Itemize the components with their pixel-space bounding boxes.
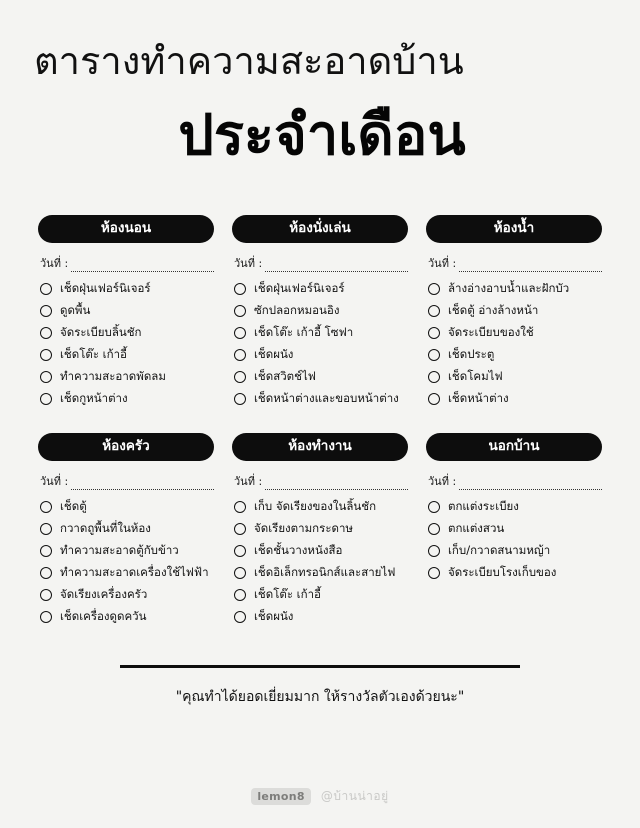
date-dotted-line[interactable]	[71, 480, 214, 490]
task-label: ดูดพื้น	[60, 302, 91, 317]
list-item[interactable]	[38, 565, 214, 580]
date-dotted-line[interactable]	[265, 480, 408, 490]
title-line-2: ประจำเดือน	[178, 102, 466, 168]
checkbox-icon[interactable]	[428, 393, 440, 405]
footer-quote: "คุณทำได้ยอดเยี่ยมมาก ให้รางวัลตัวเองด้วยนะ"	[175, 688, 465, 705]
list-item[interactable]	[232, 609, 408, 624]
list-item[interactable]	[426, 543, 602, 558]
list-item[interactable]	[232, 347, 408, 362]
section-title: ห้องน้ำ	[426, 215, 602, 243]
task-label: ทำความสะอาดพัดลม	[60, 368, 166, 383]
checkbox-icon[interactable]	[40, 305, 52, 317]
checkbox-icon[interactable]	[40, 349, 52, 361]
checkbox-icon[interactable]	[234, 371, 246, 383]
section-title: นอกบ้าน	[426, 433, 602, 461]
task-label: ตกแต่งระเบียง	[448, 498, 519, 513]
task-label: จัดเรียงตามกระดาษ	[254, 520, 353, 535]
date-field[interactable]	[426, 472, 602, 490]
list-item[interactable]	[426, 281, 602, 296]
list-item[interactable]	[232, 565, 408, 580]
section-title: ห้องทำงาน	[232, 433, 408, 461]
section-title: ห้องครัว	[38, 433, 214, 461]
task-label: เช็ดผนัง	[254, 608, 294, 623]
task-list	[232, 499, 408, 631]
list-item[interactable]	[232, 499, 408, 514]
section-card-bedroom	[38, 215, 214, 413]
list-item[interactable]	[426, 347, 602, 362]
task-label: เช็ดโต๊ะ เก้าอี้	[60, 346, 127, 361]
list-item[interactable]	[38, 281, 214, 296]
date-field[interactable]	[426, 254, 602, 272]
page-title	[30, 40, 610, 169]
date-label: วันที่ :	[234, 256, 263, 270]
checkbox-icon[interactable]	[234, 349, 246, 361]
task-label: เก็บ จัดเรียงของในลิ้นชัก	[254, 498, 377, 513]
task-label: จัดระเบียบโรงเก็บของ	[448, 564, 557, 579]
checkbox-icon[interactable]	[234, 589, 246, 601]
task-label: เช็ดตู้	[60, 498, 87, 513]
checkbox-icon[interactable]	[40, 371, 52, 383]
list-item[interactable]	[38, 391, 214, 406]
task-label: เช็ดโคมไฟ	[448, 368, 503, 383]
checkbox-icon[interactable]	[428, 567, 440, 579]
task-list	[426, 281, 602, 413]
section-card-bathroom	[426, 215, 602, 413]
task-label: เช็ดหน้าต่าง	[448, 390, 509, 405]
date-field[interactable]	[38, 254, 214, 272]
section-card-office	[232, 433, 408, 631]
list-item[interactable]	[38, 369, 214, 384]
task-list	[38, 499, 214, 631]
checkbox-icon[interactable]	[428, 371, 440, 383]
checkbox-icon[interactable]	[40, 501, 52, 513]
date-field[interactable]	[38, 472, 214, 490]
task-label: กวาดถูพื้นที่ในห้อง	[60, 520, 151, 535]
task-label: เช็ดฝุ่นเฟอร์นิเจอร์	[60, 280, 151, 295]
date-label: วันที่ :	[40, 474, 69, 488]
title-line-1: ตารางทำความสะอาดบ้าน	[34, 39, 464, 83]
date-dotted-line[interactable]	[459, 262, 602, 272]
list-item[interactable]	[38, 543, 214, 558]
checkbox-icon[interactable]	[40, 393, 52, 405]
task-label: ทำความสะอาดเครื่องใช้ไฟฟ้า	[60, 564, 209, 579]
date-label: วันที่ :	[428, 474, 457, 488]
list-item[interactable]	[38, 521, 214, 536]
list-item[interactable]	[38, 325, 214, 340]
list-item[interactable]	[38, 499, 214, 514]
list-item[interactable]	[232, 521, 408, 536]
checkbox-icon[interactable]	[234, 327, 246, 339]
brand-watermark	[0, 787, 640, 806]
list-item[interactable]	[232, 587, 408, 602]
section-card-outdoor	[426, 433, 602, 631]
list-item[interactable]	[232, 303, 408, 318]
list-item[interactable]	[232, 391, 408, 406]
task-label: ทำความสะอาดตู้กับข้าว	[60, 542, 179, 557]
task-label: เช็ดชั้นวางหนังสือ	[254, 542, 343, 557]
checkbox-icon[interactable]	[40, 589, 52, 601]
sections-grid	[30, 215, 610, 631]
task-label: เช็ดประตู	[448, 346, 495, 361]
section-title: ห้องนั่งเล่น	[232, 215, 408, 243]
task-label: เช็ดฝุ่นเฟอร์นิเจอร์	[254, 280, 345, 295]
checkbox-icon[interactable]	[428, 305, 440, 317]
list-item[interactable]	[232, 543, 408, 558]
checkbox-icon[interactable]	[40, 567, 52, 579]
section-title: ห้องนอน	[38, 215, 214, 243]
task-label: ล้างอ่างอาบน้ำและฝักบัว	[448, 280, 570, 295]
task-label: เช็ดโต๊ะ เก้าอี้ โซฟา	[254, 324, 354, 339]
checkbox-icon[interactable]	[234, 523, 246, 535]
date-label: วันที่ :	[234, 474, 263, 488]
list-item[interactable]	[38, 587, 214, 602]
checkbox-icon[interactable]	[234, 545, 246, 557]
task-label: เช็ดตู้ อ่างล้างหน้า	[448, 302, 539, 317]
list-item[interactable]	[38, 609, 214, 624]
checkbox-icon[interactable]	[234, 567, 246, 579]
list-item[interactable]	[426, 325, 602, 340]
checkbox-icon[interactable]	[234, 611, 246, 623]
task-label: เก็บ/กวาดสนามหญ้า	[448, 542, 551, 557]
lemon8-logo: lemon8	[251, 788, 311, 805]
task-label: เช็ดเครื่องดูดควัน	[60, 608, 147, 623]
task-label: จัดระเบียบของใช้	[448, 324, 534, 339]
date-dotted-line[interactable]	[459, 480, 602, 490]
list-item[interactable]	[426, 499, 602, 514]
date-dotted-line[interactable]	[265, 262, 408, 272]
checkbox-icon[interactable]	[40, 327, 52, 339]
checkbox-icon[interactable]	[428, 283, 440, 295]
list-item[interactable]	[426, 303, 602, 318]
list-item[interactable]	[426, 369, 602, 384]
list-item[interactable]	[426, 521, 602, 536]
footer-divider	[120, 665, 520, 668]
checkbox-icon[interactable]	[234, 305, 246, 317]
checkbox-icon[interactable]	[428, 501, 440, 513]
task-label: จัดเรียงเครื่องครัว	[60, 586, 148, 601]
list-item[interactable]	[426, 391, 602, 406]
list-item[interactable]	[232, 325, 408, 340]
checkbox-icon[interactable]	[234, 393, 246, 405]
task-label: ตกแต่งสวน	[448, 520, 505, 535]
date-field[interactable]	[232, 254, 408, 272]
date-label: วันที่ :	[428, 256, 457, 270]
task-label: เช็ดโต๊ะ เก้าอี้	[254, 586, 321, 601]
checkbox-icon[interactable]	[40, 523, 52, 535]
list-item[interactable]	[232, 281, 408, 296]
section-card-living-room	[232, 215, 408, 413]
date-label: วันที่ :	[40, 256, 69, 270]
task-label: เช็ดผนัง	[254, 346, 294, 361]
checkbox-icon[interactable]	[428, 327, 440, 339]
section-card-kitchen	[38, 433, 214, 631]
task-list	[426, 499, 602, 587]
list-item[interactable]	[38, 347, 214, 362]
task-list	[38, 281, 214, 413]
checkbox-icon[interactable]	[428, 523, 440, 535]
task-list	[232, 281, 408, 413]
checkbox-icon[interactable]	[234, 283, 246, 295]
checkbox-icon[interactable]	[234, 501, 246, 513]
date-field[interactable]	[232, 472, 408, 490]
task-label: เช็ดกูหน้าต่าง	[60, 390, 128, 405]
task-label: เช็ดหน้าต่างและขอบหน้าต่าง	[254, 390, 399, 405]
checkbox-icon[interactable]	[428, 349, 440, 361]
checkbox-icon[interactable]	[40, 545, 52, 557]
checkbox-icon[interactable]	[40, 611, 52, 623]
checkbox-icon[interactable]	[40, 283, 52, 295]
username-watermark: @บ้านน่าอยู่	[320, 789, 389, 803]
list-item[interactable]	[232, 369, 408, 384]
task-label: เช็ดสวิตช์ไฟ	[254, 368, 316, 383]
task-label: ซักปลอกหมอนอิง	[254, 302, 340, 317]
list-item[interactable]	[38, 303, 214, 318]
checkbox-icon[interactable]	[428, 545, 440, 557]
task-label: จัดระเบียบลิ้นชัก	[60, 324, 142, 339]
date-dotted-line[interactable]	[71, 262, 214, 272]
task-label: เช็ดอิเล็กทรอนิกส์และสายไฟ	[254, 564, 396, 579]
list-item[interactable]	[426, 565, 602, 580]
